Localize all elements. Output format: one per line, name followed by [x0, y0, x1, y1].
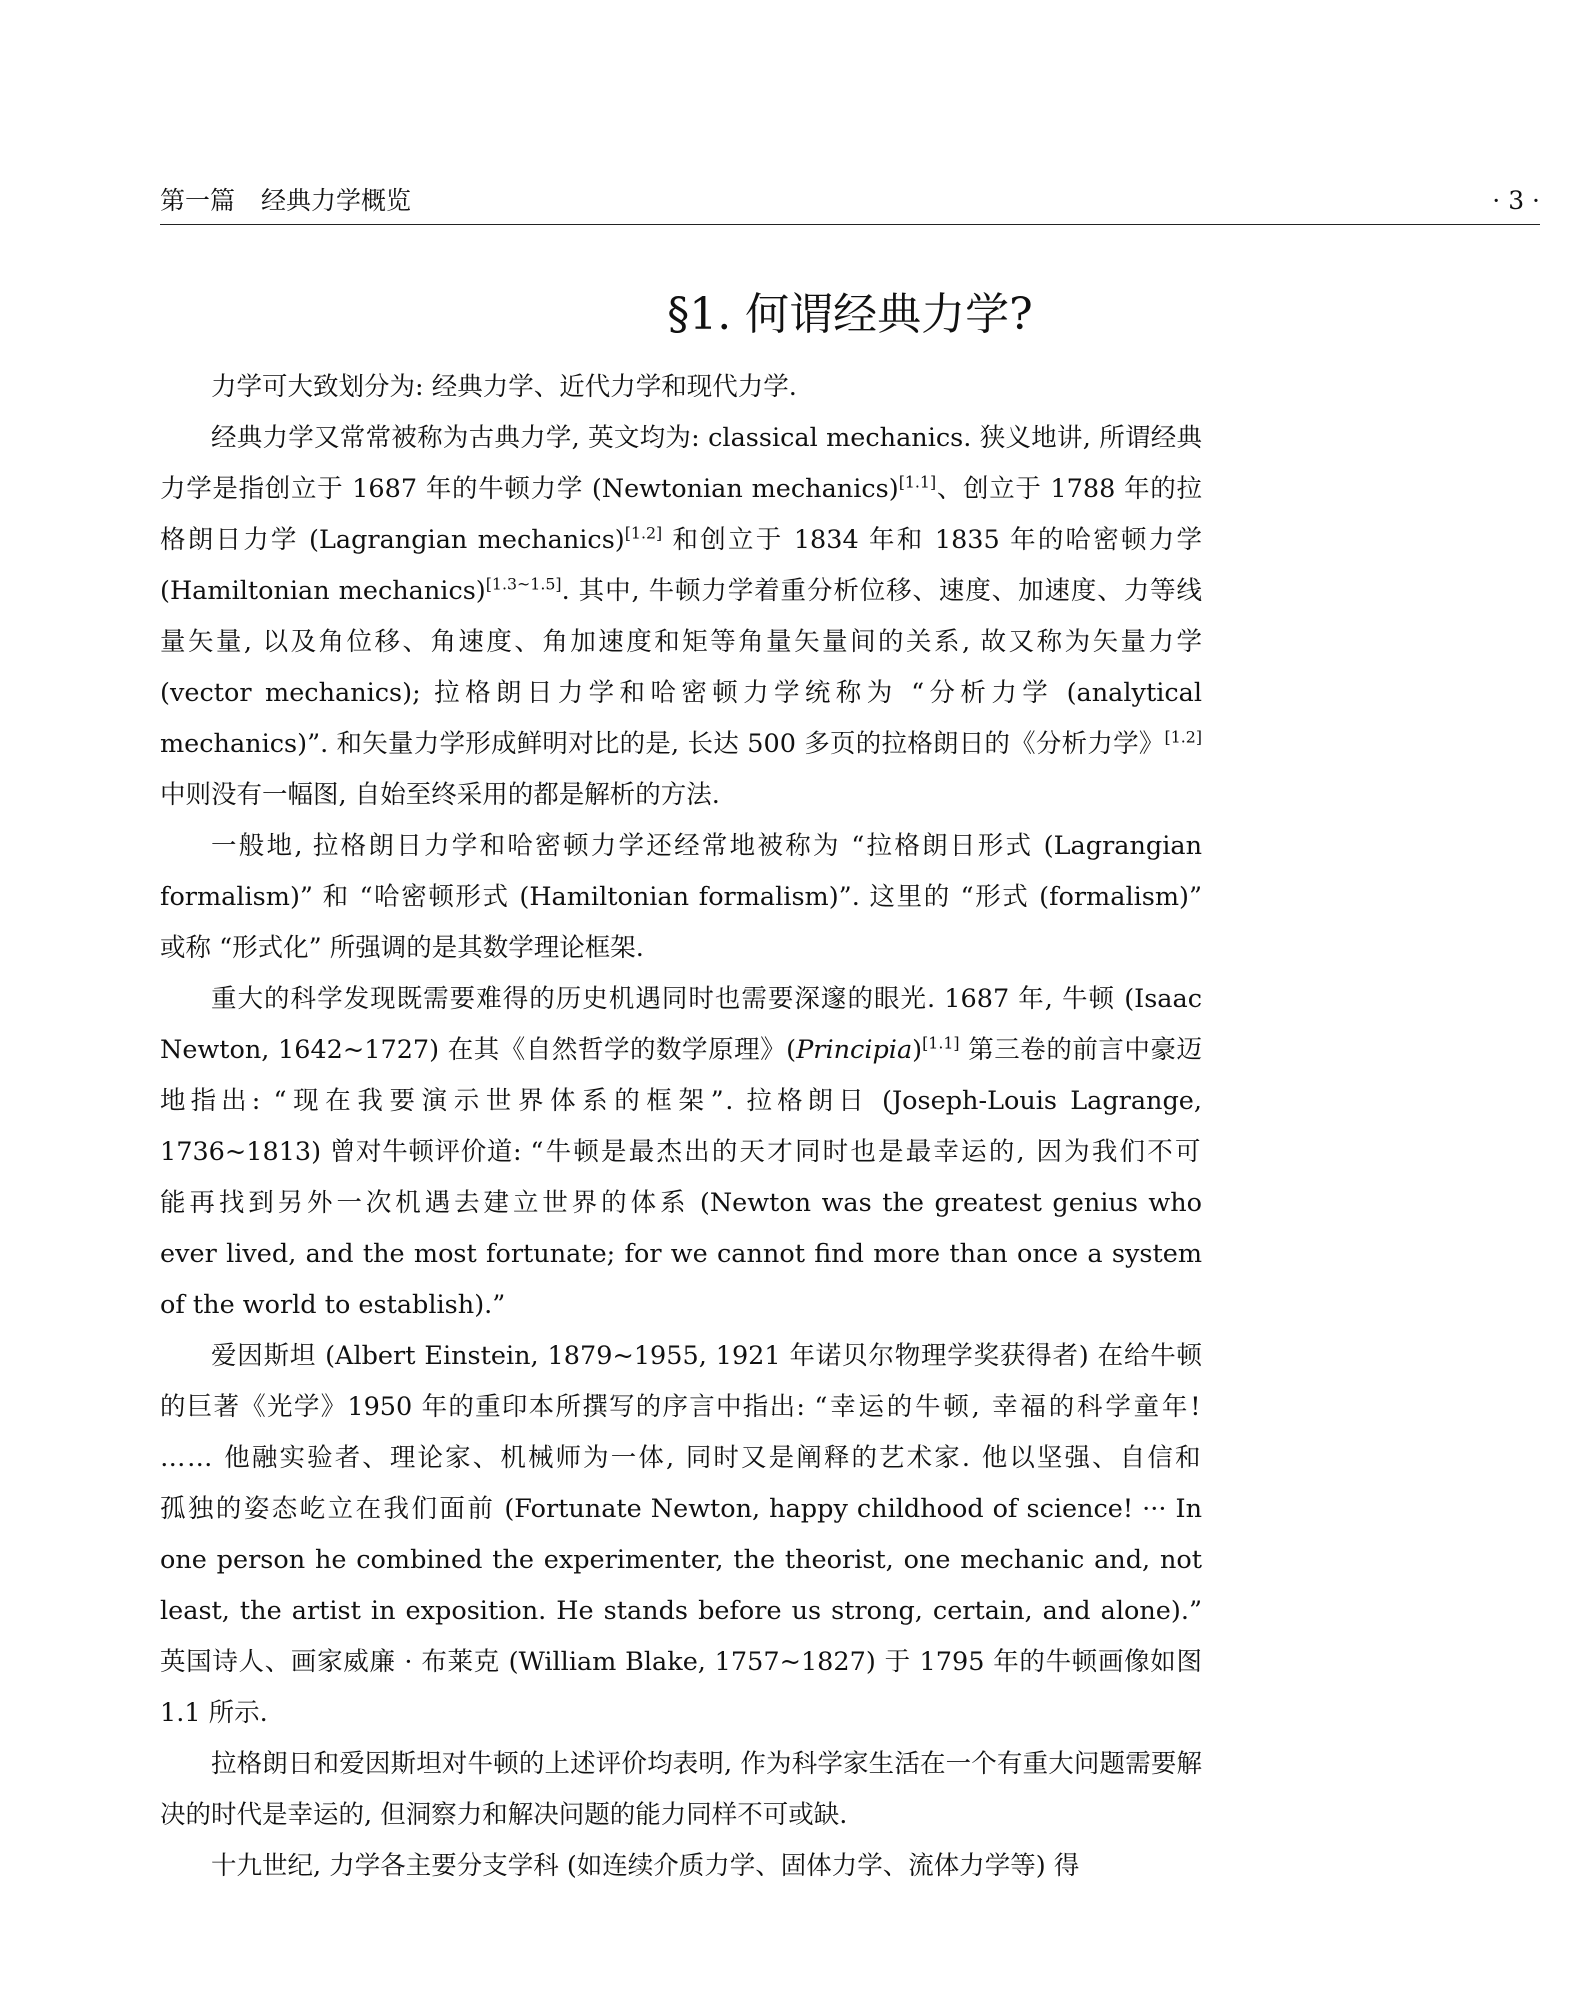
body-text	[160, 362, 1202, 1892]
paragraph-4-text-c: 第三卷的前言中豪迈地指出:	[160, 1035, 1202, 1116]
page-number: · 3 ·	[1492, 186, 1540, 215]
paragraph-4-text-d: . 拉格朗日 (Joseph-Louis Lagrange, 1736~1813) 曾对牛顿评价道:	[160, 1086, 1203, 1167]
running-header	[160, 178, 1540, 225]
paragraph-7: 十九世纪, 力学各主要分支学科 (如连续介质力学、固体力学、流体力学等) 得	[211, 1851, 1080, 1881]
citation-ref: [1.1]	[898, 472, 937, 492]
paragraph-4-text-a: 重大的科学发现既需要难得的历史机遇同时也需要深邃的眼光. 1687 年, 牛顿 (Isaac Newton, 1642~1727) 在其《自然哲学的数学原理》(	[160, 984, 1202, 1065]
paragraph-4-text-b: )	[912, 1035, 923, 1065]
paragraph-4	[160, 974, 1202, 1331]
principia-title: Principia	[796, 1035, 913, 1065]
newton-quote: “现在我要演示世界体系的框架”	[273, 1086, 726, 1116]
section-title: §1. 何谓经典力学?	[667, 289, 1033, 340]
paragraph-2	[160, 413, 1202, 821]
paragraph-5	[160, 1331, 1202, 1739]
lagrange-quote: “牛顿是最杰出的天才同时也是最幸运的, 因为我们不可能再找到另外一次机遇去建立世界的体系	[160, 1137, 1202, 1218]
chapter-heading	[160, 178, 411, 224]
paragraph-1: 力学可大致划分为: 经典力学、近代力学和现代力学.	[211, 372, 797, 402]
paragraph-5-text-a: 爱因斯坦 (Albert Einstein, 1879~1955, 1921 年诺贝尔物理学奖获得者) 在给牛顿的巨著《光学》1950 年的重印本所撰写的序言中指出:	[160, 1341, 1202, 1422]
citation-ref: [1.3~1.5]	[485, 574, 562, 594]
paragraph-2-text-d: . 其中, 牛顿力学着重分析位移、速度、加速度、力等线量矢量, 以及角位移、角速度、角加速度和矩等角量矢量间的关系, 故又称为矢量力学 (vector mechanics); 拉格朗日力学和哈密顿力学统称为 “分析力学 (analytical mechanics)”. 和矢量力学形成鲜明对比的是, 长达 500 多页的拉格朗日的《分析力学》	[160, 576, 1202, 759]
paragraph-2-text-b: 、创立于 1788 年的拉格朗日力学 (Lagrangian mechanics)	[160, 474, 1202, 555]
part-title: 经典力学概览	[261, 186, 412, 215]
part-label: 第一篇	[160, 186, 236, 215]
paragraph-4-text-e: (Newton was the greatest genius who ever lived, and the most fortunate; for we cannot find more than once a system of the world to establish).”	[160, 1188, 1203, 1320]
citation-ref: [1.2]	[1164, 727, 1202, 747]
paragraph-2-text-c: 和创立于 1834 年和 1835 年的哈密顿力学 (Hamiltonian mechanics)	[160, 525, 1202, 606]
paragraph-5-text-b: (Fortunate Newton, happy childhood of science! ··· In one person he combined the experimenter, the theorist, one mechanic and, not least, the artist in exposition. He stands before us strong, certain, and alone).” 英国诗人、画家威廉 · 布莱克 (William Blake, 1757~1827) 于 1795 年的牛顿画像如图 1.1 所示.	[160, 1494, 1202, 1728]
citation-ref: [1.1]	[922, 1033, 960, 1053]
citation-ref: [1.2]	[624, 523, 663, 543]
paragraph-3: 一般地, 拉格朗日力学和哈密顿力学还经常地被称为 “拉格朗日形式 (Lagrangian formalism)” 和 “哈密顿形式 (Hamiltonian formalism)”. 这里的 “形式 (formalism)” 或称 “形式化” 所强调的是其数学理论框架.	[160, 831, 1202, 963]
einstein-quote: “幸运的牛顿, 幸福的科学童年! …… 他融实验者、理论家、机械师为一体, 同时又是阐释的艺术家. 他以坚强、自信和孤独的姿态屹立在我们面前	[160, 1392, 1203, 1524]
paragraph-2-text-a: 经典力学又常常被称为古典力学, 英文均为: classical mechanics. 狭义地讲, 所谓经典力学是指创立于 1687 年的牛顿力学 (Newtonian mechanics)	[160, 423, 1202, 504]
paragraph-2-text-e: 中则没有一幅图, 自始至终采用的都是解析的方法.	[160, 780, 720, 810]
paragraph-6: 拉格朗日和爱因斯坦对牛顿的上述评价均表明, 作为科学家生活在一个有重大问题需要解决的时代是幸运的, 但洞察力和解决问题的能力同样不可或缺.	[160, 1749, 1202, 1830]
